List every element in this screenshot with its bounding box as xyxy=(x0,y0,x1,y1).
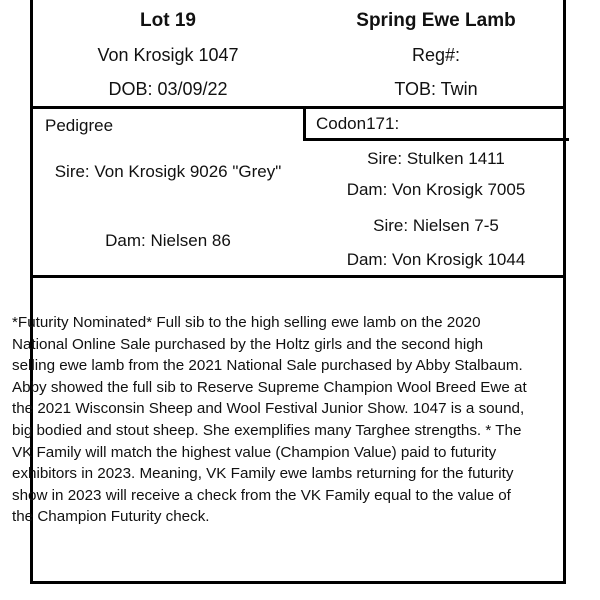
dam: Dam: Nielsen 86 xyxy=(105,231,231,250)
sire-of-dam: Sire: Nielsen 7-5 xyxy=(373,216,499,235)
dam-of-sire: Dam: Von Krosigk 7005 xyxy=(346,180,526,199)
lot-class: Spring Ewe Lamb xyxy=(356,10,516,31)
lot-number: Lot 19 xyxy=(140,10,196,31)
sire: Sire: Von Krosigk 9026 "Grey" xyxy=(54,162,282,181)
codon-label: Codon171: xyxy=(316,114,400,133)
registration-number: Reg#: xyxy=(411,45,461,65)
animal-name: Von Krosigk 1047 xyxy=(97,45,239,65)
sire-of-sire: Sire: Stulken 1411 xyxy=(367,149,505,168)
pedigree-label: Pedigree xyxy=(45,116,114,135)
date-of-birth: DOB: 03/09/22 xyxy=(108,79,228,99)
type-of-birth: TOB: Twin xyxy=(394,79,478,99)
dam-of-dam: Dam: Von Krosigk 1044 xyxy=(346,250,526,269)
pedigree-section xyxy=(33,106,563,278)
codon-box xyxy=(303,106,569,141)
lot-description: *Futurity Nominated* Full sib to the high selling ewe lamb on the 2020 National Online Sale purchased by the Holtz girls and the second high selling ewe lamb from the 2021 National Sale purchased by Abby Stalbaum. Abby showed the full sib to Reserve Supreme Champion Wool Breed Ewe at the 2021 Wisconsin Sheep and Wool Festival Junior Show. 1047 is a sound, big bodied and stout sheep. She exemplifies many Targhee strengths. * The VK Family will match the highest value (Champion Value) paid to futurity exhibitors in 2023. Meaning, VK Family ewe lambs returning for the futurity show in 2023 will receive a check from the VK Family equal to the value of the Champion Futurity check. xyxy=(12,314,527,526)
lot-header xyxy=(33,0,563,109)
